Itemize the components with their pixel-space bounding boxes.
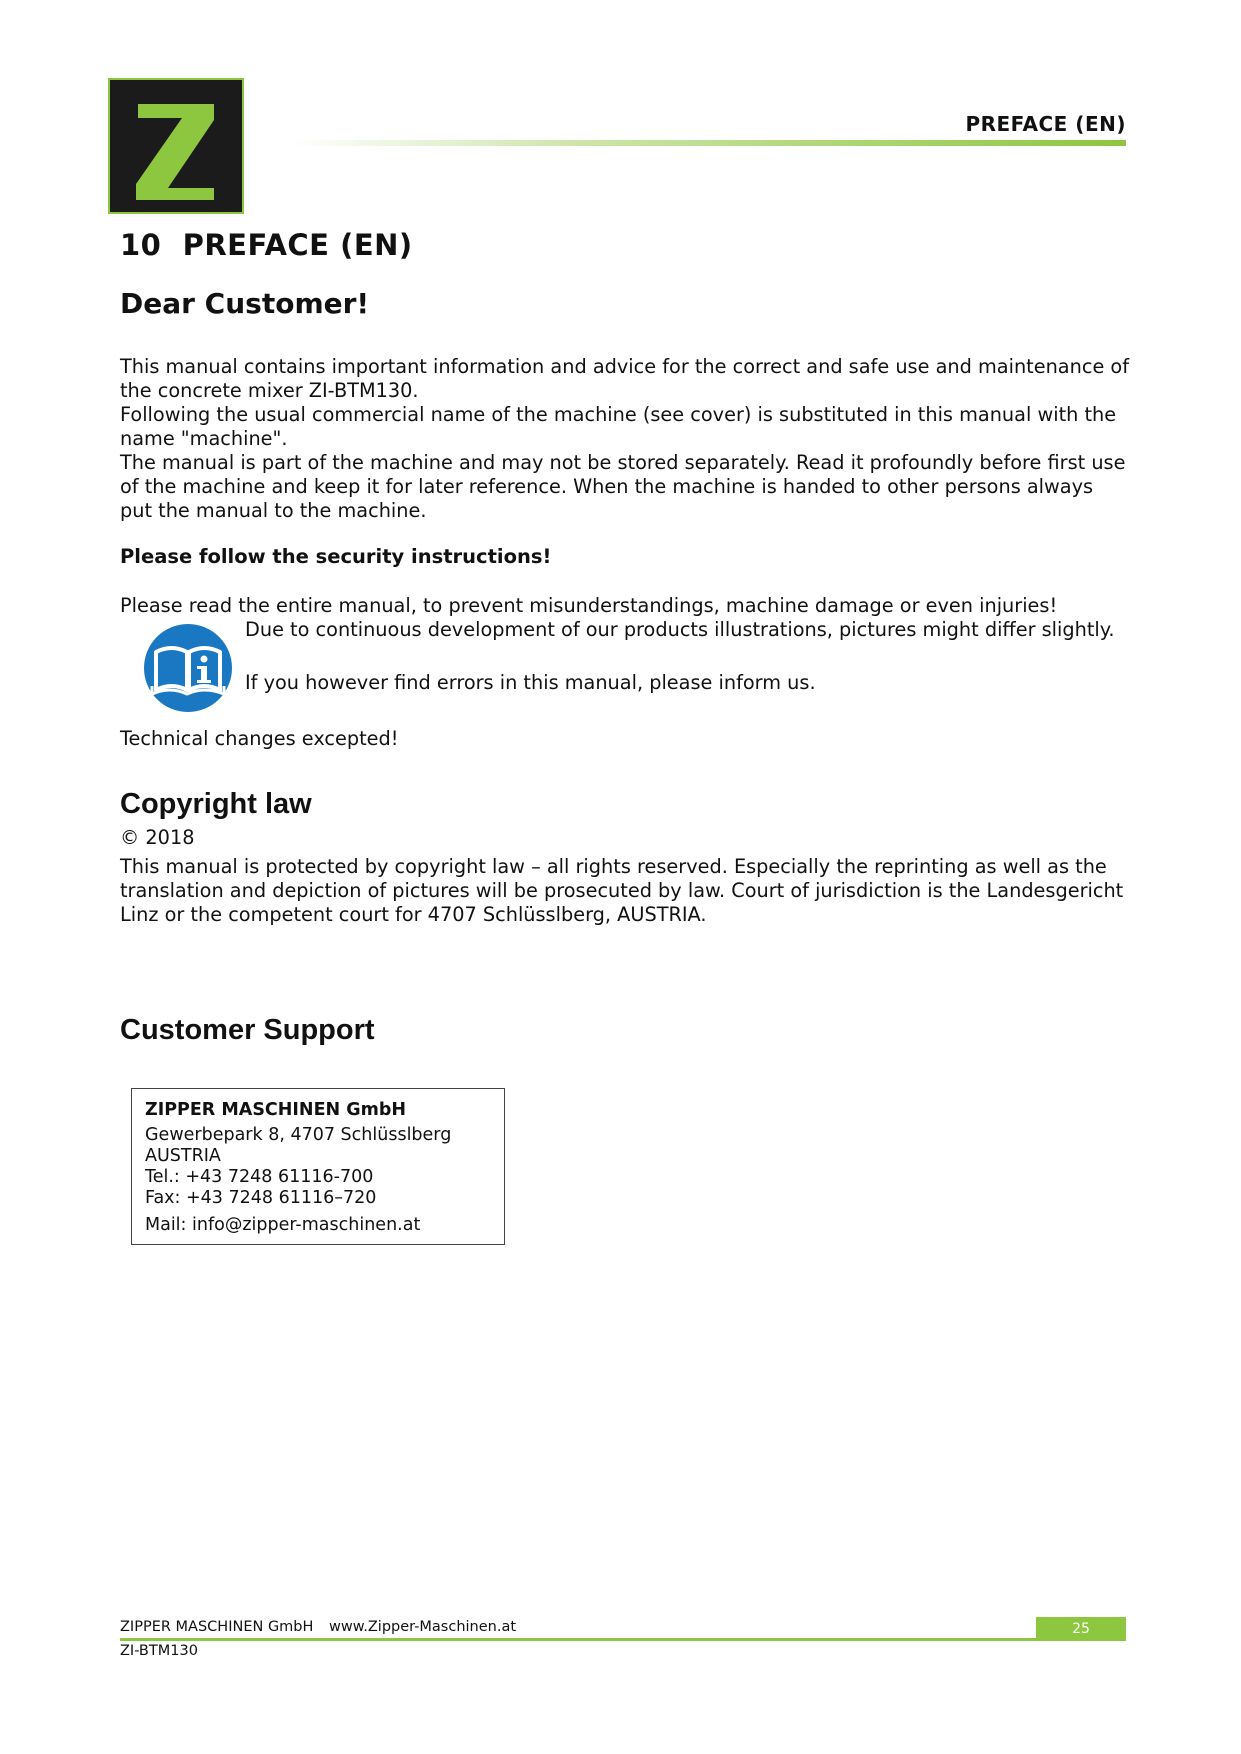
- contact-company: ZIPPER MASCHINEN GmbH: [145, 1100, 407, 1120]
- support-heading: Customer Support: [120, 1014, 375, 1046]
- note-errors: If you however find errors in this manual, please inform us.: [245, 671, 816, 694]
- header-rule: [290, 140, 1126, 146]
- contact-country: AUSTRIA: [145, 1146, 221, 1166]
- chapter-name: PREFACE (EN): [182, 228, 413, 262]
- contact-fax: Fax: +43 7248 61116–720: [145, 1188, 377, 1208]
- chapter-number: 10: [120, 228, 162, 262]
- security-heading: Please follow the security instructions!: [120, 545, 552, 568]
- footer-rule: [120, 1638, 1126, 1641]
- contact-tel: Tel.: +43 7248 61116-700: [145, 1167, 374, 1187]
- footer-company: ZIPPER MASCHINEN GmbH: [120, 1619, 314, 1635]
- copyright-text: This manual is protected by copyright law – all rights reserved. Especially the reprinting as well as the translation and depiction of pictures will be prosecuted by law. Court of jurisdiction is the Landesgericht Linz or the competent court for 4707 Schlüsslberg, AUSTRIA.: [120, 855, 1124, 926]
- contact-mail: Mail: info@zipper-maschinen.at: [145, 1215, 421, 1235]
- info-manual-icon: [142, 622, 234, 714]
- chapter-title: [120, 228, 413, 262]
- technical-changes-text: Technical changes excepted!: [120, 727, 399, 750]
- footer-model: ZI-BTM130: [120, 1643, 198, 1659]
- header-title: PREFACE (EN): [965, 112, 1126, 136]
- greeting-heading: Dear Customer!: [120, 287, 370, 320]
- contact-street: Gewerbepark 8, 4707 Schlüsslberg: [145, 1125, 452, 1145]
- page-number: 25: [1036, 1617, 1126, 1641]
- read-manual-text: Please read the entire manual, to prevent misunderstandings, machine damage or even injuries!: [120, 594, 1058, 617]
- intro-paragraph: This manual contains important information and advice for the correct and safe use and maintenance of the concrete mixer ZI-BTM130. Following the usual commercial name of the machine (see cover) is substituted in this manual with the name "machine". The manual is part of the machine and may not be stored separately. Read it profoundly before first use of the machine and keep it for later reference. When the machine is handed to other persons always put the manual to the machine.: [120, 355, 1130, 522]
- copyright-heading: Copyright law: [120, 788, 312, 820]
- zipper-logo: [108, 78, 244, 214]
- footer-website: www.Zipper-Maschinen.at: [329, 1619, 517, 1635]
- copyright-year: © 2018: [120, 826, 195, 849]
- note-development: Due to continuous development of our products illustrations, pictures might differ slightly.: [245, 618, 1115, 641]
